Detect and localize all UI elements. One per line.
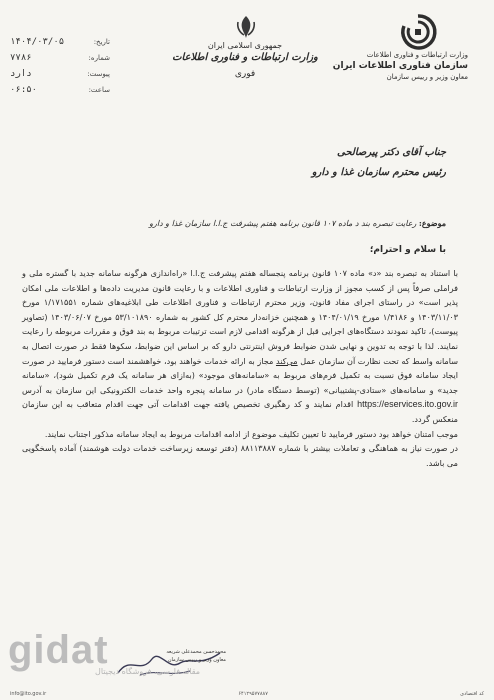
addressee-title: رئیس محترم سازمان غذا و دارو [311,167,446,178]
paragraph-text: اقدام نمایند و کد رهگیری تخصیص یافته جهت اقدامات آتی جهت اقدام متعاقب به این سازمان منعکس گردد. [22,399,458,424]
subject-label: موضوع: [418,218,446,228]
time-label: ساعت: [88,86,110,94]
number-label: شماره: [88,54,110,62]
watermark-tagline: مقاله فارسی، فروشگاه دیجیتال [95,667,201,676]
time-value: ۰۶:۵۰ [10,85,38,95]
letter-meta [10,34,110,98]
ministry-header [170,40,320,79]
ito-logo-icon [398,12,438,52]
website-link[interactable]: https://eservices.ito.gov.ir [357,399,458,410]
ministry-title: وزارت ارتباطات و فناوری اطلاعات [172,52,318,63]
republic-title: جمهوری اسلامی ایران [207,41,283,50]
letter-footer [0,688,494,700]
date-row [10,34,110,50]
letter-body [22,266,458,470]
addressee-name: جناب آقای دکتر پیرصالحی [337,147,446,158]
attachment-row [10,66,110,82]
date-value: ۱۴۰۴/۰۳/۰۵ [10,37,65,47]
paragraph-text: مجاز به ارائه خدمات خواهند بود، خواهشمند است دستور فرمایید در صورت ایجاد سامانه فوق نسبت به تکمیل فرم‌های مربوط به «سامانه‌های موجود» (به‌ازای هر سامانه یک فرم تکمیل شود)، «سامانه جدید» و سامانه‌های «ستادی-پشتیبانی» (توسط دستگاه مادر) در سامانه پنجره واحد خدمات الکترونیکی این سازمان به آدرس [22,355,458,395]
paragraph [22,266,458,427]
org-name: سازمان فناوری اطلاعات ایران [332,61,468,71]
subject-text: رعایت تبصره بند د ماده ۱۰۷ قانون برنامه هفتم پیشرفت ج.ا.ا سازمان غذا و دارو [149,219,417,228]
number-value: ۷۷۸۶ [10,53,32,63]
number-row [10,50,110,66]
greeting: با سلام و احترام؛ [369,245,446,255]
date-label: تاریخ: [93,38,110,46]
letter-subject [26,218,446,228]
paragraph: موجب امتنان خواهد بود دستور فرمایید تا تعیین تکلیف موضوع از ادامه اقدامات مربوط به ایجاد سامانه مذکور اجتناب نمایند. [44,428,458,439]
signatory-title: معاون وزیر و رییس سازمان [167,657,226,663]
footer-phone: ۶۴۱۲۹۵۷۷۸۸۷ [238,691,268,697]
underlined-word: می‌کند [275,355,298,366]
footer-email: info@ito.gov.ir [10,691,47,697]
time-row [10,82,110,98]
paragraph: در صورت نیاز به هماهنگی و تعاملات بیشتر با شماره ۸۸۱۱۳۸۸۷ (دفتر توسعه زیرساخت خدمات دولت هوشمند) آماده پاسخگویی می باشد. [22,443,458,468]
signatory-name: محمدحسن محمدعلی شریعه [166,649,226,655]
attachment-label: پیوست: [87,70,110,78]
org-header [318,50,468,83]
paragraph-text: با استناد به تبصره بند «د» ماده ۱۰۷ قانون برنامه پنجساله هفتم پیشرفت ج.ا.ا «راه‌اندازی هرگونه سامانه جدید با گستره ملی و فراملی صرفاً پس از کسب مجوز از وزارت ارتباطات و فناوری اطلاعات و با رعایت قانون مدیریت داده‌ها و اطلاعات ملی امکان پذیر است» در راستای اجرای مفاد قانون، وزیر محترم ارتباطات و فناوری اطلاعات طی ابلاغیه‌های شماره ۱/۱۷۱۵۵۱ مورخ ۱۴۰۳/۱۱/۰۳ و ۱/۴۱۸۶ مورخ ۱۴۰۴/۰۱/۱۹ و همچنین خزانه‌دار محترم کل کشور به شماره ۵۳/۱۰۱۸۹۰ مورخ ۱۴۰۳/۰۶/۰۷ (تصاویر پیوست)، تاکید نمودند دستگاه‌های اجرایی قبل از هرگونه اقدامی لازم است ترتیبات مربوط به بند فوق و مقررات مربوطه را رعایت نمایند. لذا با توجه به تدوین و نهایی شدن ضوابط فروش اینترنتی دارو که بر اساس این ضوابط، سکوها فقط در صورت اتصال به سامانه واسط که تحت نظارت آن سازمان عمل [22,268,459,366]
org-subtitle: معاون وزیر و رییس سازمان [386,73,468,81]
iran-emblem-icon [233,14,259,40]
org-ministry: وزارت ارتباطات و فناوری اطلاعات [366,51,468,59]
attachment-value: دارد [10,69,32,79]
footer-postal: کد اقتصادی [460,691,484,697]
watermark-brand: gidat [8,628,109,672]
signatory [116,648,226,664]
priority-label: فوری [234,69,256,79]
